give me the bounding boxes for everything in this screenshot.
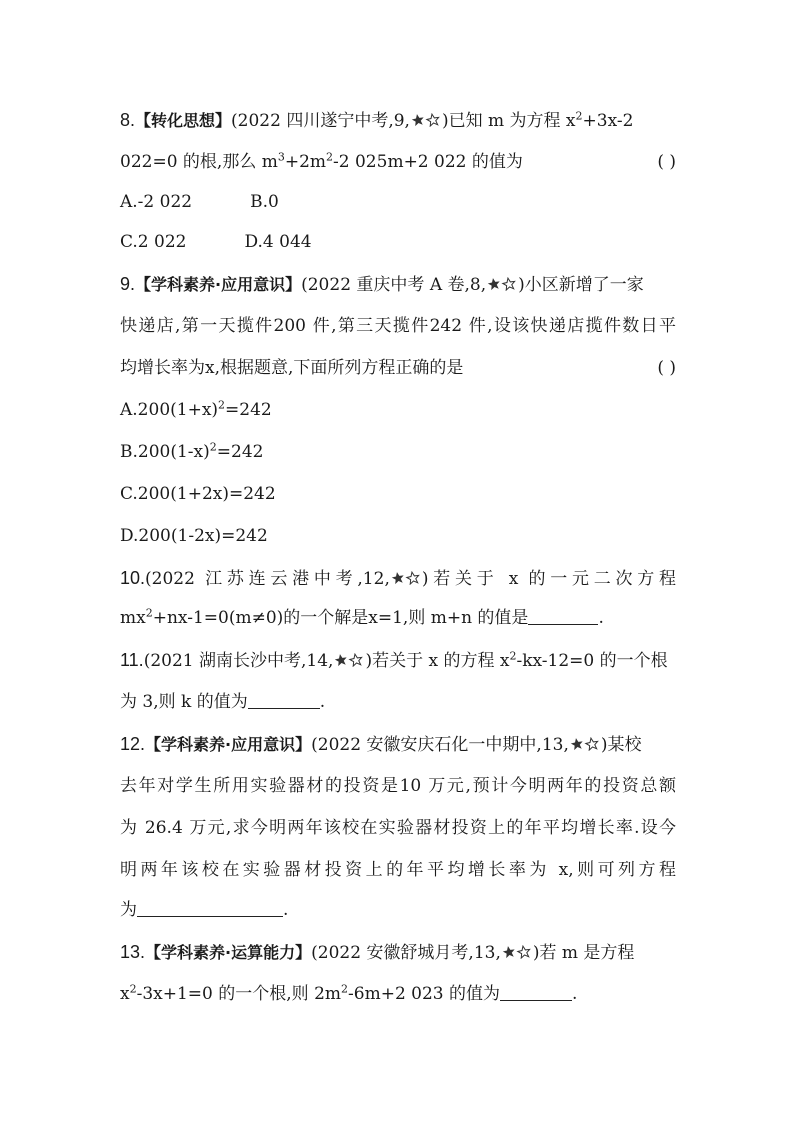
option-c: C.2 022	[120, 232, 187, 252]
q9-option-a: $A.200(1+x)^2=242$	[120, 398, 272, 420]
option-b: B.0	[250, 192, 279, 212]
answer-blank	[248, 694, 320, 709]
q9-option-c: C.200(1+2x)=242	[120, 484, 276, 504]
q13-line-2: $x^2-3x+1=0$ 的一个根,则 $2m^2-6m+2$ 023 的值为 .	[120, 982, 578, 1004]
option-d: D.4 044	[244, 232, 312, 252]
question-source: (2021 湖南长沙中考,14,	[143, 651, 334, 671]
q11-line-2: 为 3,则 k 的值为 .	[120, 692, 326, 712]
q9-option-b: $B.200(1-x)^2=242$	[120, 440, 264, 462]
difficulty-stars-icon	[411, 113, 441, 127]
difficulty-stars-icon	[570, 737, 600, 751]
question-tag: 【学科素养·应用意识】	[145, 735, 312, 754]
option-a: A.-2 022	[120, 192, 193, 212]
question-source: (2022 安徽安庆石化一中期中,13,	[311, 735, 569, 755]
question-number: 12.	[120, 734, 146, 754]
answer-blank	[137, 902, 283, 917]
q10-line-1: 10.(2022 江苏连云港中考,12, )若关于 x 的一元二次方程	[120, 568, 676, 589]
question-tag: 【学科素养·运算能力】	[145, 943, 312, 962]
question-source: (2022 江苏连云港中考,12,	[145, 569, 390, 589]
difficulty-stars-icon	[487, 277, 517, 291]
answer-parentheses: ( )	[657, 152, 676, 172]
q9-line-1: 9.【学科素养·应用意识】(2022 重庆中考 A 卷,8, )小区新增了一家	[120, 274, 644, 295]
answer-blank	[500, 986, 572, 1001]
q8-options-row-1	[120, 190, 676, 214]
q12-line-2: 去年对学生所用实验器材的投资是10 万元,预计今明两年的投资总额	[120, 776, 676, 796]
q12-line-3: 为 26.4 万元,求今明两年该校在实验器材投资上的年平均增长率.设今	[120, 818, 676, 838]
difficulty-stars-icon	[502, 945, 532, 959]
q10-line-2: $mx^2+nx-1=0(m\ne 0)$的一个解是x=1,则 m+n 的值是 .	[120, 606, 604, 628]
question-source: (2022 安徽舒城月考,13,	[311, 943, 501, 963]
q11-line-1: 11.(2021 湖南长沙中考,14, )若关于 x 的方程 $x^2-kx-12=0$ 的一个根	[120, 649, 668, 671]
difficulty-stars-icon	[334, 653, 364, 667]
q12-line-5: 为 .	[120, 900, 289, 920]
question-number: 8.	[120, 110, 136, 130]
question-number: 10.	[120, 568, 146, 588]
q9-line-3: 均增长率为x,根据题意,下面所列方程正确的是 ( )	[120, 358, 676, 378]
question-source: (2022 四川遂宁中考,9,	[231, 111, 410, 131]
answer-blank	[528, 610, 598, 625]
q9-option-d: D.200(1-2x)=242	[120, 526, 268, 546]
question-number: 11.	[120, 650, 144, 670]
question-number: 9.	[120, 274, 136, 294]
q8-line-2: 022=0 的根,那么 $m^3+2m^2-2$ 025m+2 022 的值为 ( )	[120, 150, 676, 172]
question-tag: 【学科素养·应用意识】	[135, 275, 302, 294]
question-tag: 【转化思想】	[135, 111, 232, 130]
q8-line-1: 8.【转化思想】(2022 四川遂宁中考,9, )已知 m 为方程 $x^2+3x-2$	[120, 109, 634, 131]
q12-line-4: 明两年该校在实验器材投资上的年平均增长率为 x,则可列方程	[120, 860, 676, 880]
difficulty-stars-icon	[391, 571, 421, 585]
q13-line-1: 13.【学科素养·运算能力】(2022 安徽舒城月考,13, )若 m 是方程	[120, 942, 635, 963]
question-number: 13.	[120, 942, 146, 962]
q8-options-row-2	[120, 230, 676, 254]
answer-parentheses: ( )	[657, 358, 676, 378]
q12-line-1: 12.【学科素养·应用意识】(2022 安徽安庆石化一中期中,13, )某校	[120, 734, 642, 755]
q9-line-2: 快递店,第一天揽件200 件,第三天揽件242 件,设该快递店揽件数日平	[120, 316, 676, 336]
question-source: (2022 重庆中考 A 卷,8,	[301, 275, 487, 295]
